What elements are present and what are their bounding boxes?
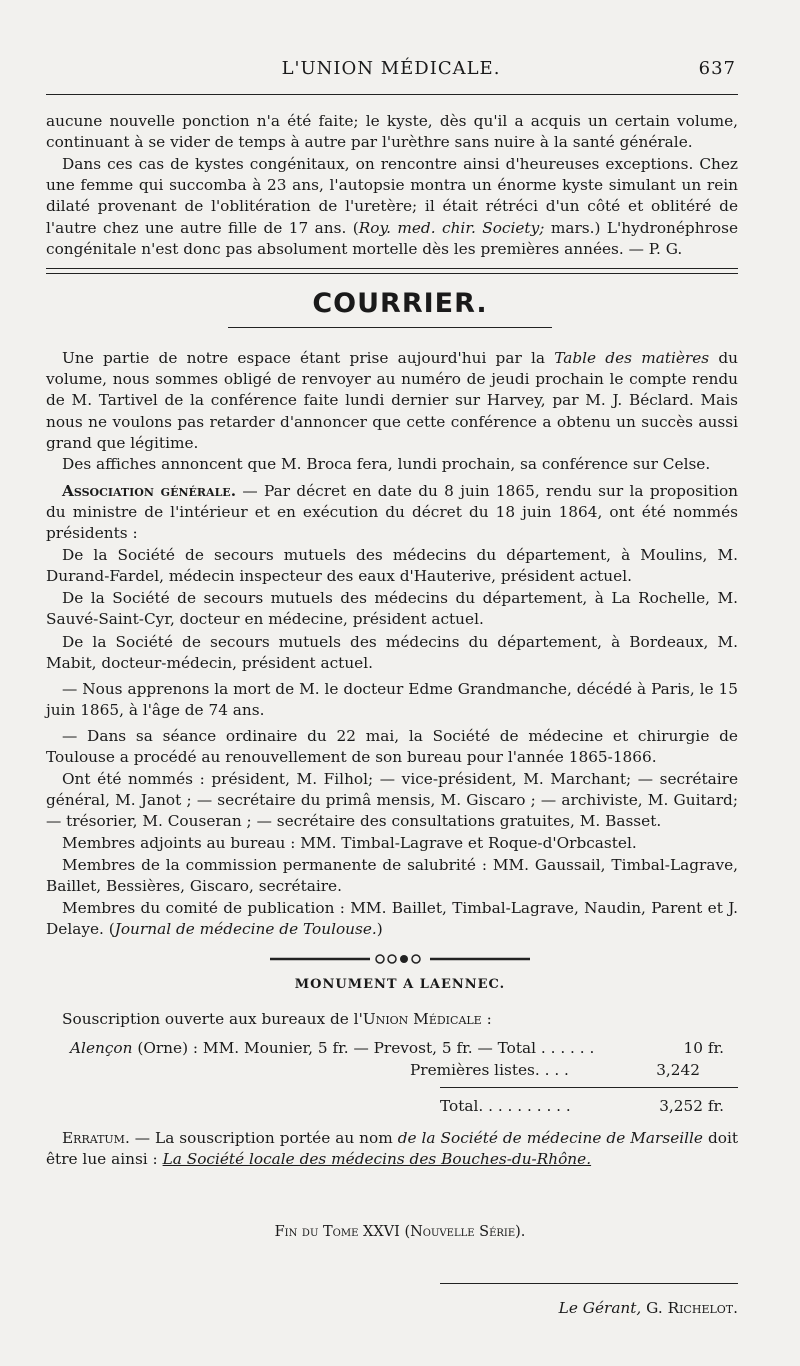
courrier-paragraph-8: — Dans sa séance ordinaire du 22 mai, la Société de médecine et chirurgie de Toulouse a procédé au renouvellement de son bureau pour l'année 1865-1866.	[46, 727, 738, 767]
intro-text-2b: mars.) L'hydronéphrose congénitale n'est donc pas absolument mortelle dès les premières années. — P. G.	[46, 218, 738, 258]
courrier-paragraph-1	[46, 348, 738, 454]
courrier-paragraph-10: Membres adjoints au bureau : MM. Timbal-Lagrave et Roque-d'Orbcastel.	[62, 834, 637, 852]
comite-text-a: Membres du comité de publication : MM. Baillet, Timbal-Lagrave, Naudin, Parent et J. Delaye. (	[46, 899, 738, 939]
intro-citation: Roy. med. chir. Society;	[358, 218, 545, 237]
courrier-paragraph-12	[46, 898, 738, 940]
journal-source: Journal de médecine de Toulouse.	[114, 920, 377, 939]
erratum-old-name: de la Société de médecine de Marseille	[397, 1129, 703, 1147]
subscription-journal: Union Médicale	[362, 1010, 482, 1028]
courrier-underline	[228, 327, 552, 328]
erratum-text-b: doit être lue ainsi :	[46, 1129, 738, 1169]
comite-text-b: )	[376, 920, 383, 939]
page-number: 637	[698, 58, 736, 79]
intro-paragraph-1	[46, 111, 738, 153]
courrier-table-title: Table des matières	[554, 349, 710, 367]
courrier-text-1b: du volume, nous sommes obligé de renvoyer au numéro de jeudi prochain le compte rendu de M. Tartivel de la conférence faite lundi dernier sur Harvey, par M. J. Béclard. Mais nous ne voulons pas retarder d'annoncer que cette conférence a obtenu un succès aussi grand que légitime.	[46, 349, 738, 452]
fin-du-tome: Fin du Tome XXVI (Nouvelle Série).	[274, 1224, 526, 1240]
association-text: — Par décret en date du 8 juin 1865, rendu sur la proposition du ministre de l'intérieur et en exécution du décret du 18 juin 1864, ont été nommés présidents :	[46, 482, 739, 543]
total-rule	[440, 1087, 738, 1088]
subscription-text-b: :	[481, 1010, 492, 1028]
section-rule-bottom	[46, 273, 738, 274]
association-lead: Association générale.	[62, 482, 237, 500]
subscription-text-a: Souscription ouverte aux bureaux de l'	[62, 1010, 363, 1028]
courrier-heading: COURRIER.	[312, 288, 488, 319]
signature-rule	[440, 1283, 738, 1284]
erratum-lead: Erratum.	[62, 1129, 130, 1147]
gerant-name: G. Richelot.	[646, 1299, 738, 1317]
intro-text-1: aucune nouvelle ponction n'a été faite; le kyste, dès qu'il a acquis un certain volume, continuant à se vider de temps à autre par l'urèthre sans nuire à la santé générale.	[46, 112, 738, 152]
courrier-paragraph-11: Membres de la commission permanente de salubrité : MM. Gaussail, Timbal-Lagrave, Baillet, Bessières, Giscaro, secrétaire.	[46, 856, 738, 896]
courrier-paragraph-2: Des affiches annoncent que M. Broca fera, lundi prochain, sa conférence sur Celse.	[62, 455, 711, 473]
alencon-amount: 10 fr.	[683, 1039, 724, 1057]
gerant-label: Le Gérant,	[558, 1299, 642, 1317]
courrier-paragraph-3	[46, 481, 738, 545]
premieres-listes-amount: 3,242	[656, 1061, 700, 1079]
courrier-paragraph-9: Ont été nommés : président, M. Filhol; — vice-président, M. Marchant; — secrétaire général, M. Janot ; — secrétaire du primâ mensis, M. Giscaro ; — archiviste, M. Guitard; — trésorier, M. Couseran ; — secrétaire des consultations gratuites, M. Basset.	[46, 770, 738, 831]
erratum-paragraph	[46, 1128, 738, 1170]
monument-heading: MONUMENT A LAENNEC.	[294, 977, 506, 992]
premieres-listes-label: Premières listes. . . .	[410, 1061, 569, 1079]
total-label: Total. . . . . . . . . .	[440, 1097, 571, 1115]
alencon-text: (Orne) : MM. Mounier, 5 fr. — Prevost, 5 fr. — Total . . . . . .	[132, 1039, 595, 1057]
alencon-place: Alençon	[70, 1039, 133, 1057]
section-rule-top	[46, 268, 738, 269]
gerant-signature	[559, 1298, 738, 1319]
courrier-paragraph-6: De la Société de secours mutuels des médecins du département, à Bordeaux, M. Mabit, docteur-médecin, président actuel.	[46, 633, 738, 673]
subscription-line	[46, 1009, 738, 1030]
alencon-line	[70, 1038, 594, 1059]
courrier-paragraph-7: — Nous apprenons la mort de M. le docteur Edme Grandmanche, décédé à Paris, le 15 juin 1865, à l'âge de 74 ans.	[46, 680, 738, 720]
courrier-paragraph-5: De la Société de secours mutuels des médecins du département, à La Rochelle, M. Sauvé-Saint-Cyr, docteur en médecine, président actuel.	[46, 589, 738, 629]
intro-text-2a: Dans ces cas de kystes congénitaux, on rencontre ainsi d'heureuses exceptions. Chez une femme qui succomba à 23 ans, l'autopsie montra un énorme kyste simulant un rein dilaté provenant de l'oblitération de l'uretère; il était rétréci d'un côté et oblitéré de l'autre chez une autre fille de 17 ans. (	[46, 155, 738, 237]
erratum-text-a: — La souscription portée au nom	[129, 1129, 398, 1147]
running-header	[46, 58, 736, 84]
ornament-divider	[270, 954, 530, 964]
courrier-text-1a: Une partie de notre espace étant prise aujourd'hui par la	[62, 349, 555, 367]
header-rule	[46, 94, 738, 95]
courrier-paragraph-4: De la Société de secours mutuels des médecins du département, à Moulins, M. Durand-Fardel, médecin inspecteur des eaux d'Hauterive, président actuel.	[46, 546, 738, 586]
journal-title: L'UNION MÉDICALE.	[281, 58, 501, 79]
intro-paragraph-2	[46, 154, 738, 260]
total-amount: 3,252 fr.	[659, 1097, 724, 1115]
erratum-new-name: La Société locale des médecins des Bouches-du-Rhône.	[162, 1150, 592, 1169]
